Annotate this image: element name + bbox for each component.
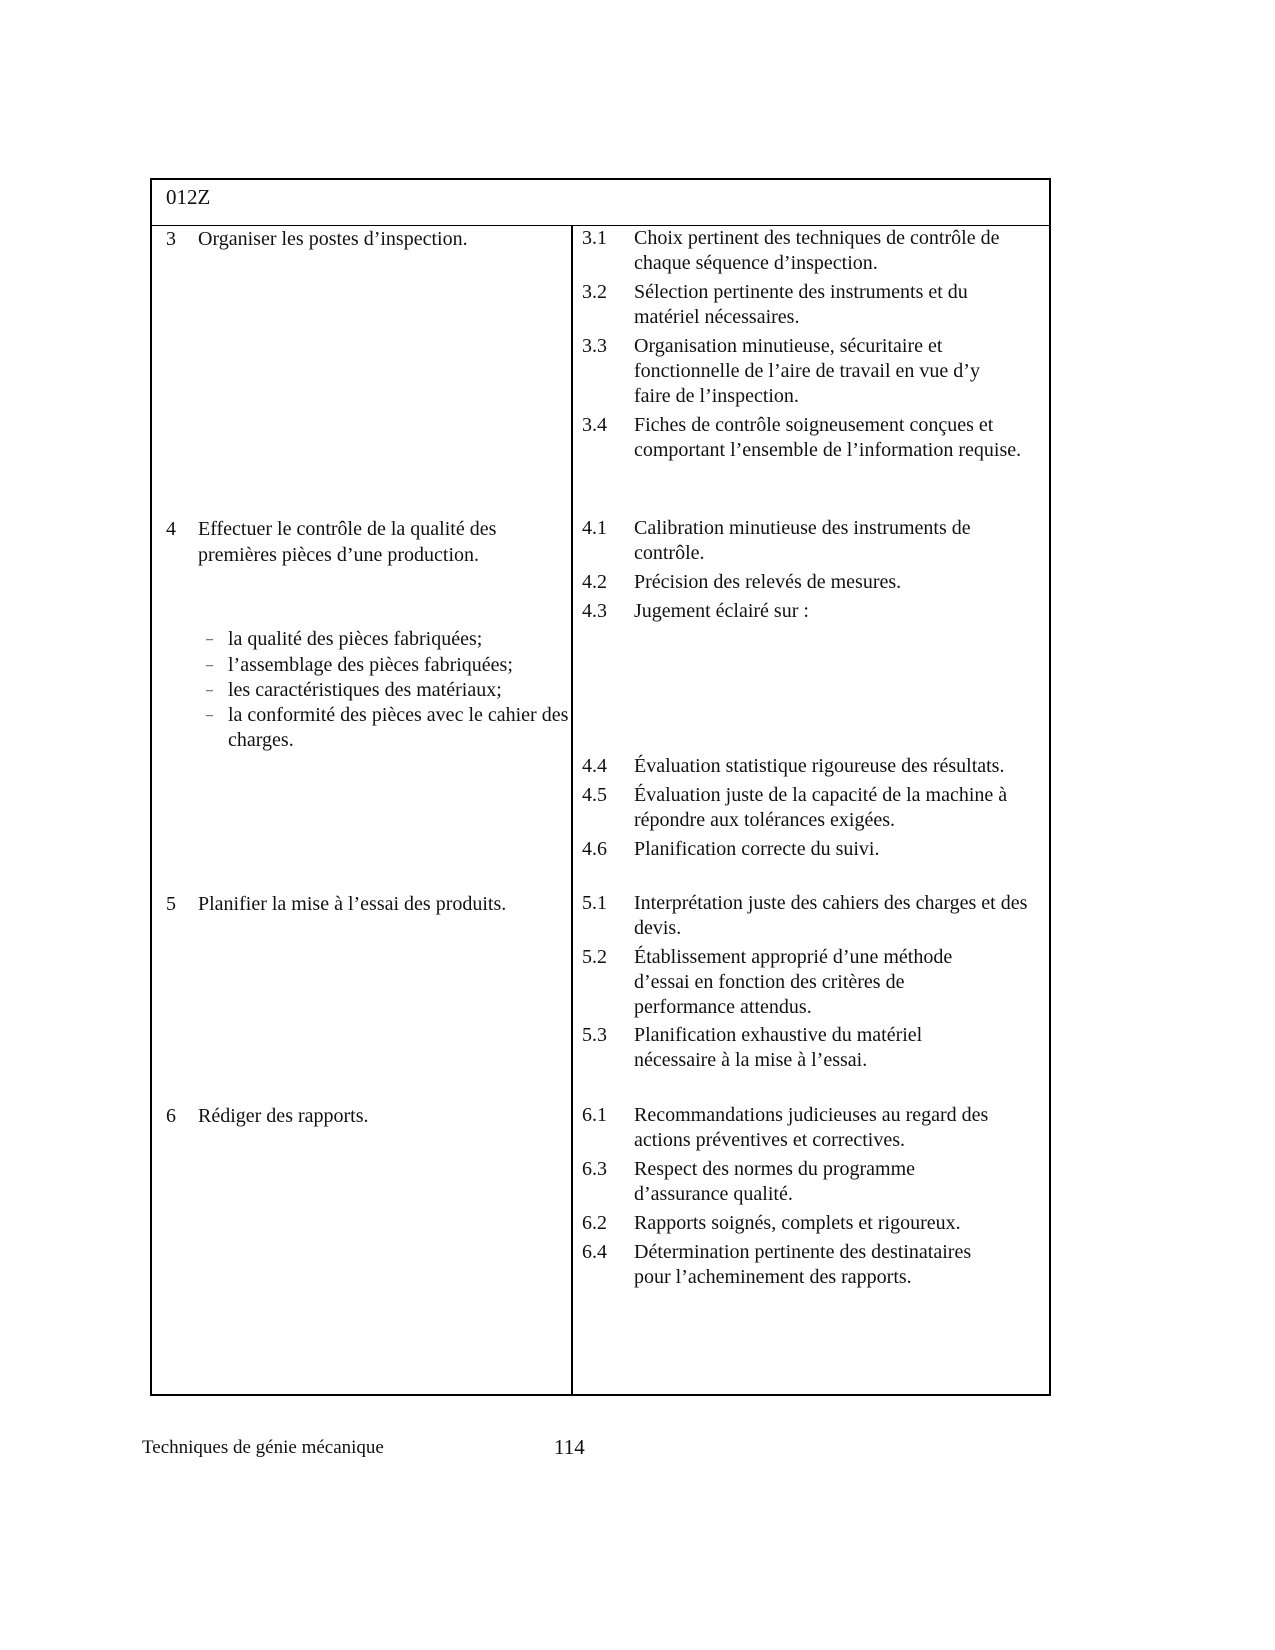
bullet-text: la conformité des pièces avec le cahier des charges. bbox=[228, 704, 569, 751]
criterion-text: Respect des normes du programme d’assurance qualité. bbox=[634, 1158, 916, 1205]
competency-text: Planifier la mise à l’essai des produits. bbox=[198, 893, 507, 915]
bullet-text: l’assemblage des pièces fabriquées; bbox=[228, 654, 513, 676]
criterion-text: Évaluation statistique rigoureuse des résultats. bbox=[634, 755, 1005, 777]
criterion-text: Recommandations judicieuses au regard des actions préventives et correctives. bbox=[634, 1104, 989, 1151]
column-divider bbox=[571, 225, 573, 1394]
dash-bullet-icon: – bbox=[206, 708, 213, 723]
criterion-text: Choix pertinent des techniques de contrôle de chaque séquence d’inspection. bbox=[634, 227, 1000, 274]
criterion-text: Calibration minutieuse des instruments de contrôle. bbox=[634, 517, 971, 564]
bullet-text: la qualité des pièces fabriquées; bbox=[228, 628, 483, 650]
criterion-number: 5.2 bbox=[582, 946, 607, 968]
competency-code: 012Z bbox=[166, 185, 211, 209]
bullet-text: les caractéristiques des matériaux; bbox=[228, 679, 502, 701]
criterion-text: Interprétation juste des cahiers des charges et des devis. bbox=[634, 892, 1028, 939]
criterion-text: Évaluation juste de la capacité de la machine à répondre aux tolérances exigées. bbox=[634, 784, 1008, 831]
dash-bullet-icon: – bbox=[206, 632, 213, 647]
criterion-text: Planification correcte du suivi. bbox=[634, 838, 880, 860]
criterion-number: 6.2 bbox=[582, 1212, 607, 1234]
footer-program-name: Techniques de génie mécanique bbox=[142, 1437, 384, 1458]
dash-bullet-icon: – bbox=[206, 658, 213, 673]
criterion-number: 3.3 bbox=[582, 335, 607, 357]
criterion-number: 6.1 bbox=[582, 1104, 607, 1126]
criterion-number: 4.6 bbox=[582, 838, 607, 860]
competency-table bbox=[150, 178, 1051, 1396]
competency-text: Rédiger des rapports. bbox=[198, 1105, 369, 1127]
competency-text: Organiser les postes d’inspection. bbox=[198, 228, 468, 250]
criterion-number: 5.1 bbox=[582, 892, 607, 914]
competency-number: 3 bbox=[166, 228, 176, 250]
criterion-text: Fiches de contrôle soigneusement conçues et comportant l’ensemble de l’information requise. bbox=[634, 414, 1022, 461]
criterion-number: 4.2 bbox=[582, 571, 607, 593]
criterion-number: 4.1 bbox=[582, 517, 607, 539]
competency-number: 5 bbox=[166, 893, 176, 915]
competency-text: Effectuer le contrôle de la qualité des premières pièces d’une production. bbox=[198, 518, 497, 566]
competency-number: 4 bbox=[166, 518, 176, 540]
criterion-text: Précision des relevés de mesures. bbox=[634, 571, 902, 593]
criterion-number: 4.4 bbox=[582, 755, 607, 777]
dash-bullet-icon: – bbox=[206, 683, 213, 698]
criterion-text: Jugement éclairé sur : bbox=[634, 600, 809, 622]
criterion-number: 3.2 bbox=[582, 281, 607, 303]
criterion-text: Sélection pertinente des instruments et du matériel nécessaires. bbox=[634, 281, 968, 328]
criterion-text: Établissement approprié d’une méthode d’essai en fonction des critères de performance attendus. bbox=[634, 946, 953, 1018]
criterion-text: Rapports soignés, complets et rigoureux. bbox=[634, 1212, 961, 1234]
competency-number: 6 bbox=[166, 1105, 176, 1127]
page-number: 114 bbox=[554, 1435, 585, 1459]
criterion-number: 3.1 bbox=[582, 227, 607, 249]
criterion-text: Organisation minutieuse, sécuritaire et fonctionnelle de l’aire de travail en vue d’y faire de l’inspection. bbox=[634, 335, 980, 407]
criterion-text: Détermination pertinente des destinataires pour l’acheminement des rapports. bbox=[634, 1241, 972, 1288]
table-header-row bbox=[152, 180, 1049, 226]
criterion-number: 3.4 bbox=[582, 414, 607, 436]
criterion-number: 4.3 bbox=[582, 600, 607, 622]
criterion-number: 6.3 bbox=[582, 1158, 607, 1180]
criterion-number: 4.5 bbox=[582, 784, 607, 806]
criterion-text: Planification exhaustive du matériel nécessaire à la mise à l’essai. bbox=[634, 1024, 923, 1071]
criterion-number: 6.4 bbox=[582, 1241, 607, 1263]
criterion-number: 5.3 bbox=[582, 1024, 607, 1046]
